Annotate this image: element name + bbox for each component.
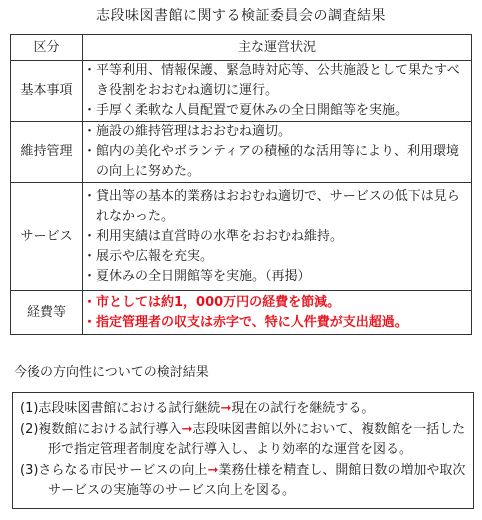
status-item: ・夏休みの全日開館等を実施。（再掲）: [83, 268, 311, 284]
recommendation-result: 志段味図書館以外において、複数館を一括した形で指定管理者制度を試行導入し、より効率的な運営を図る。: [48, 421, 466, 457]
recommendation-item: [20, 461, 466, 502]
arrow-icon: ➞: [181, 421, 193, 437]
section-subtitle: 今後の方向性についての検討結果: [14, 365, 209, 380]
table-row: [11, 183, 472, 291]
recommendations-box: [12, 392, 474, 509]
status-item: ・市としては約1，000万円の経費を節減。: [83, 294, 341, 310]
row-category: 維持管理: [11, 122, 83, 183]
row-category: 経費等: [11, 291, 83, 335]
row-category: 基本事項: [11, 61, 83, 122]
recommendation-result: 現在の試行を継続する。: [231, 401, 375, 416]
status-item: ・館内の美化やボランティアの積極的な活用等により、利用環境の向上に努めた。: [83, 144, 459, 179]
recommendation-number: (1): [20, 401, 39, 416]
recommendation-number: (3): [20, 462, 39, 478]
recommendation-item: [20, 399, 466, 420]
recommendation-result: 業務仕様を精査し、開館日数の増加や取次サービスの実施等のサービス向上を図る。: [48, 462, 466, 498]
recommendation-item: [20, 420, 466, 461]
row-content: [83, 183, 472, 291]
status-item: ・貸出等の基本的業務はおおむね適切で、サービスの低下は見られなかった。: [83, 188, 460, 224]
arrow-icon: ➞: [220, 401, 232, 416]
table-row: [11, 122, 472, 183]
survey-results-table: [10, 34, 472, 335]
page-title: 志段味図書館に関する検証委員会の調査結果: [96, 8, 386, 24]
recommendation-number: (2): [20, 421, 39, 437]
row-content: [83, 291, 472, 335]
recommendation-measure: 志段味図書館における試行継続: [38, 401, 221, 416]
row-content: [83, 122, 472, 183]
table-row: [11, 61, 472, 122]
table-row: [11, 291, 472, 335]
table-header-row: [11, 35, 472, 61]
status-item: ・手厚く柔軟な人員配置で夏休みの全日開館等を実施。: [83, 103, 409, 118]
column-header-category: 区分: [11, 35, 83, 61]
row-content: [83, 61, 472, 122]
status-item: ・平等利用、情報保護、緊急時対応等、公共施設として果たすべき役割をおおむね適切に運行。: [83, 63, 460, 98]
status-item: ・展示や広報を充実。: [83, 248, 214, 264]
recommendation-measure: 複数館における試行導入: [38, 421, 182, 437]
column-header-status: 主な運営状況: [83, 35, 472, 61]
row-category: サービス: [11, 183, 83, 291]
arrow-icon: ➞: [207, 462, 219, 478]
status-item: ・指定管理者の収支は赤字で、特に人件費が支出超過。: [83, 314, 408, 330]
recommendation-measure: さらなる市民サービスの向上: [38, 462, 208, 478]
status-item: ・利用実績は直営時の水準をおおむね維持。: [83, 228, 344, 244]
status-item: ・施設の維持管理はおおむね適切。: [83, 124, 292, 139]
